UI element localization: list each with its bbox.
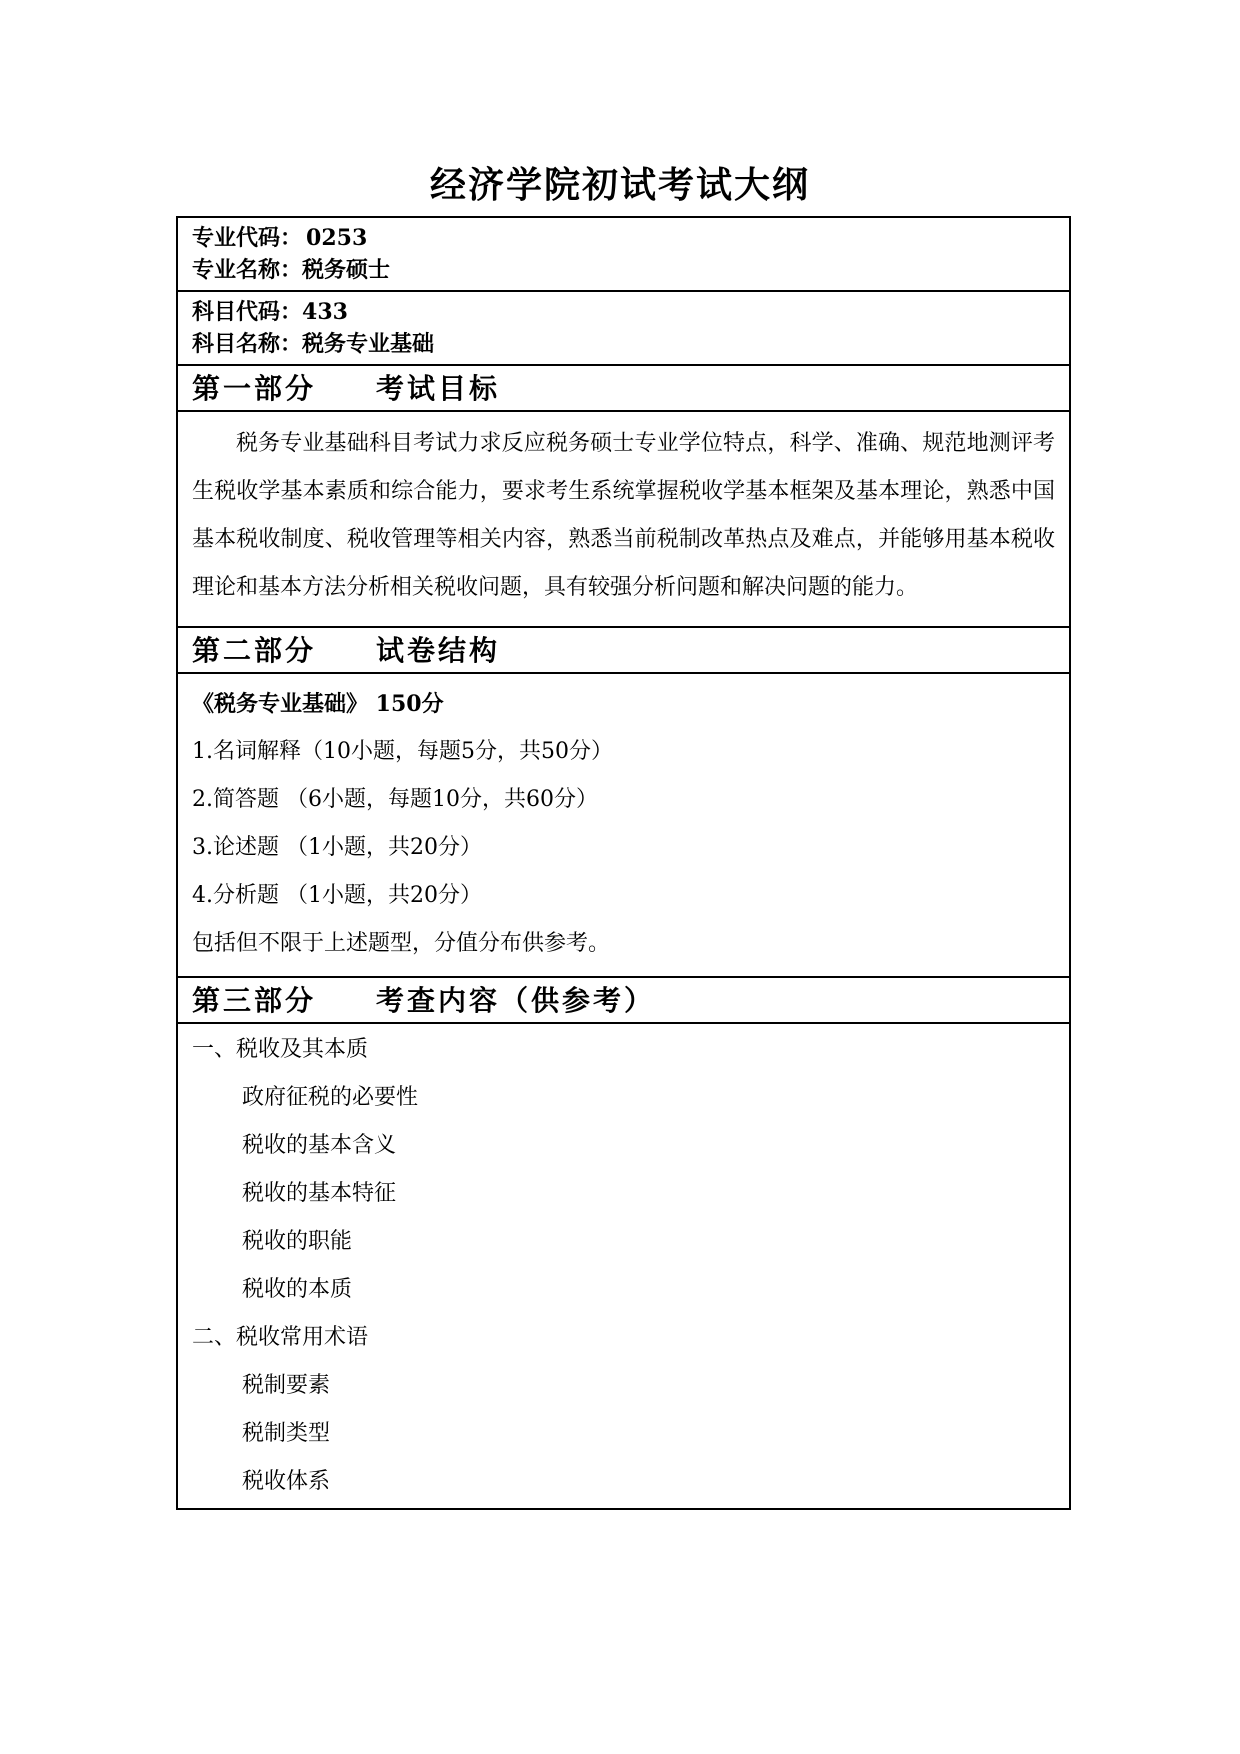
- subject-code-value: 433: [302, 299, 348, 325]
- topic-item: 税制要素: [242, 1373, 331, 1398]
- major-name-row: [192, 254, 1055, 286]
- question-type-item: 2.简答题 （6小题，每题10分，共60分）: [192, 787, 598, 812]
- paper-title: 《税务专业基础》 150分: [192, 691, 444, 717]
- question-type-item: 1.名词解释（10小题，每题5分，共50分）: [192, 739, 613, 764]
- part2-header: [178, 628, 1069, 674]
- page-title: 经济学院初试考试大纲: [429, 164, 810, 206]
- topic-item: 税收的基本特征: [242, 1181, 397, 1206]
- part3-heading: 第三部分: [192, 984, 317, 1017]
- topic-item: 税收的基本含义: [242, 1133, 397, 1158]
- part1-title: 考试目标: [376, 372, 501, 405]
- part3-body: [178, 1024, 1069, 1508]
- major-name-label: 专业名称：: [192, 257, 303, 283]
- question-type-item: 3.论述题 （1小题，共20分）: [192, 835, 482, 860]
- subject-name-value: 税务专业基础: [302, 331, 435, 357]
- subject-name-row: [192, 328, 1055, 360]
- major-name-value: 税务硕士: [302, 257, 391, 283]
- major-code-label: 专业代码：: [192, 225, 303, 251]
- part1-header: [178, 366, 1069, 412]
- part1-heading: 第一部分: [192, 372, 317, 405]
- topic-item: 税收的职能: [242, 1229, 353, 1254]
- topic-item: 税制类型: [242, 1421, 331, 1446]
- score-note: 包括但不限于上述题型，分值分布供参考。: [192, 931, 611, 956]
- exam-objective-paragraph: 税务专业基础科目考试力求反应税务硕士专业学位特点，科学、准确、规范地测评考生税收学基本素质和综合能力，要求考生系统掌握税收学基本框架及基本理论，熟悉中国基本税收制度、税收管理等相关内容，熟悉当前税制改革热点及难点，并能够用基本税收理论和基本方法分析相关税收问题，具有较强分析问题和解决问题的能力。: [192, 431, 1055, 600]
- part1-body: [178, 412, 1069, 628]
- topic-item: 税收的本质: [242, 1277, 353, 1302]
- topic-item: 政府征税的必要性: [242, 1085, 419, 1110]
- subject-info: [178, 292, 1069, 366]
- part2-title: 试卷结构: [376, 634, 501, 667]
- subject-code-label: 科目代码：: [192, 299, 303, 325]
- topic-item: 税收体系: [242, 1469, 331, 1494]
- part3-title: 考查内容（供参考）: [376, 984, 656, 1017]
- question-type-item: 4.分析题 （1小题，共20分）: [192, 883, 482, 908]
- part2-body: [178, 674, 1069, 978]
- chapter-title: 一、税收及其本质: [192, 1037, 369, 1062]
- major-code-row: [192, 222, 1055, 254]
- subject-name-label: 科目名称：: [192, 331, 303, 357]
- outline-table: [176, 216, 1071, 1510]
- major-info: [178, 218, 1069, 292]
- major-code-value: 0253: [306, 225, 368, 251]
- subject-code-row: [192, 296, 1055, 328]
- part3-header: [178, 978, 1069, 1024]
- chapter-title: 二、税收常用术语: [192, 1325, 369, 1350]
- part2-heading: 第二部分: [192, 634, 317, 667]
